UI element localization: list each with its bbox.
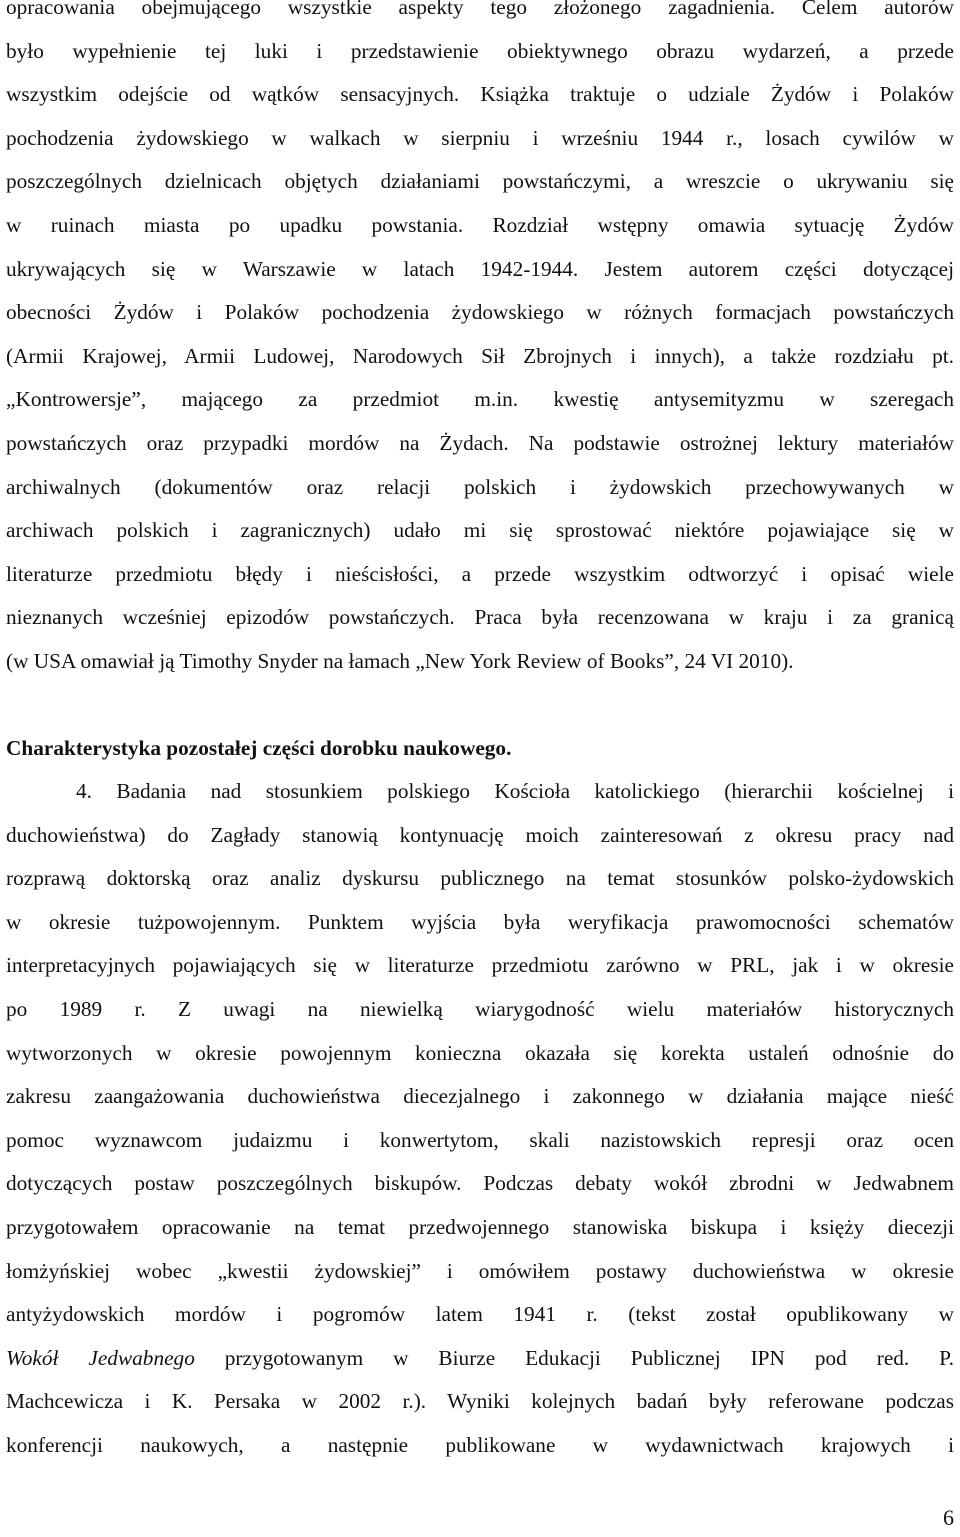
text-line: w ruinach miasta po upadku powstania. Rozdział wstępny omawia sytuację Żydów (6, 212, 954, 237)
text-fragment: przygotowanym w Biurze Edukacji Publicznej IPN pod red. P. (194, 1345, 954, 1370)
document-page (6, 0, 954, 1468)
page-number: 6 (943, 1505, 954, 1530)
text-line: antyżydowskich mordów i pogromów latem 1941 r. (tekst został opublikowany w (6, 1302, 954, 1327)
text-line-with-title (6, 1337, 954, 1381)
text-line: łomżyńskiej wobec „kwestii żydowskiej” i omówiłem postawy duchowieństwa w okresie (6, 1258, 954, 1283)
text-line: 4. Badania nad stosunkiem polskiego Kościoła katolickiego (hierarchii kościelnej i (76, 779, 954, 804)
text-line: Machcewicza i K. Persaka w 2002 r.). Wyniki kolejnych badań były referowane podczas (6, 1389, 954, 1414)
text-line: poszczególnych dzielnicach objętych działaniami powstańczymi, a wreszcie o ukrywaniu się (6, 169, 954, 194)
text-line: dotyczących postaw poszczególnych biskupów. Podczas debaty wokół zbrodni w Jedwabnem (6, 1171, 954, 1196)
text-line: w okresie tużpowojennym. Punktem wyjścia była weryfikacja prawomocności schematów (6, 909, 954, 934)
text-line: nieznanych wcześniej epizodów powstańczych. Praca była recenzowana w kraju i za granicą (6, 605, 954, 630)
text-line: było wypełnienie tej luki i przedstawienie obiektywnego obrazu wydarzeń, a przede (6, 38, 954, 63)
paragraph-2 (6, 770, 954, 1468)
book-title: Wokół Jedwabnego (6, 1345, 195, 1370)
text-line: „Kontrowersje”, mającego za przedmiot m.in. kwestię antysemityzmu w szeregach (6, 387, 954, 412)
text-line: pomoc wyznawcom judaizmu i konwertytom, skali nazistowskich represji oraz ocen (6, 1127, 954, 1152)
paragraph-1 (6, 0, 954, 684)
text-line: (Armii Krajowej, Armii Ludowej, Narodowych Sił Zbrojnych i innych), a także rozdziału pt. (6, 343, 954, 368)
text-line: zakresu zaangażowania duchowieństwa diecezjalnego i zakonnego w działania mające nieść (6, 1084, 954, 1109)
text-line: archiwalnych (dokumentów oraz relacji polskich i żydowskich przechowywanych w (6, 474, 954, 499)
text-line: powstańczych oraz przypadki mordów na Żydach. Na podstawie ostrożnej lektury materiałów (6, 430, 954, 455)
text-line: ukrywających się w Warszawie w latach 1942-1944. Jestem autorem części dotyczącej (6, 256, 954, 281)
text-line: konferencji naukowych, a następnie publikowane w wydawnictwach krajowych i (6, 1433, 954, 1457)
text-line: archiwach polskich i zagranicznych) udało mi się sprostować niektóre pojawiające się w (6, 518, 954, 543)
text-line: wytworzonych w okresie powojennym konieczna okazała się korekta ustaleń odnośnie do (6, 1040, 954, 1065)
text-line: przygotowałem opracowanie na temat przedwojennego stanowiska biskupa i księży diecezji (6, 1215, 954, 1240)
text-line: po 1989 r. Z uwagi na niewielką wiarygodność wielu materiałów historycznych (6, 997, 954, 1022)
text-line: duchowieństwa) do Zagłady stanowią kontynuację moich zainteresowań z okresu pracy nad (6, 822, 954, 847)
text-line: (w USA omawiał ją Timothy Snyder na łamach „New York Review of Books”, 24 VI 2010). (6, 648, 794, 673)
text-line: pochodzenia żydowskiego w walkach w sierpniu i wrześniu 1944 r., losach cywilów w (6, 125, 954, 150)
text-line: wszystkim odejście od wątków sensacyjnych. Książka traktuje o udziale Żydów i Polaków (6, 82, 954, 107)
text-line: interpretacyjnych pojawiających się w literaturze przedmiotu zarówno w PRL, jak i w okresie (6, 953, 954, 978)
text-line: literaturze przedmiotu błędy i nieścisłości, a przede wszystkim odtworzyć i opisać wiele (6, 561, 954, 586)
section-heading: Charakterystyka pozostałej części dorobku naukowego. (6, 735, 512, 760)
text-line: opracowania obejmującego wszystkie aspekty tego złożonego zagadnienia. Celem autorów (6, 0, 954, 19)
text-line: rozprawą doktorską oraz analiz dyskursu publicznego na temat stosunków polsko-żydowskich (6, 866, 954, 891)
text-line: obecności Żydów i Polaków pochodzenia żydowskiego w różnych formacjach powstańczych (6, 300, 954, 325)
